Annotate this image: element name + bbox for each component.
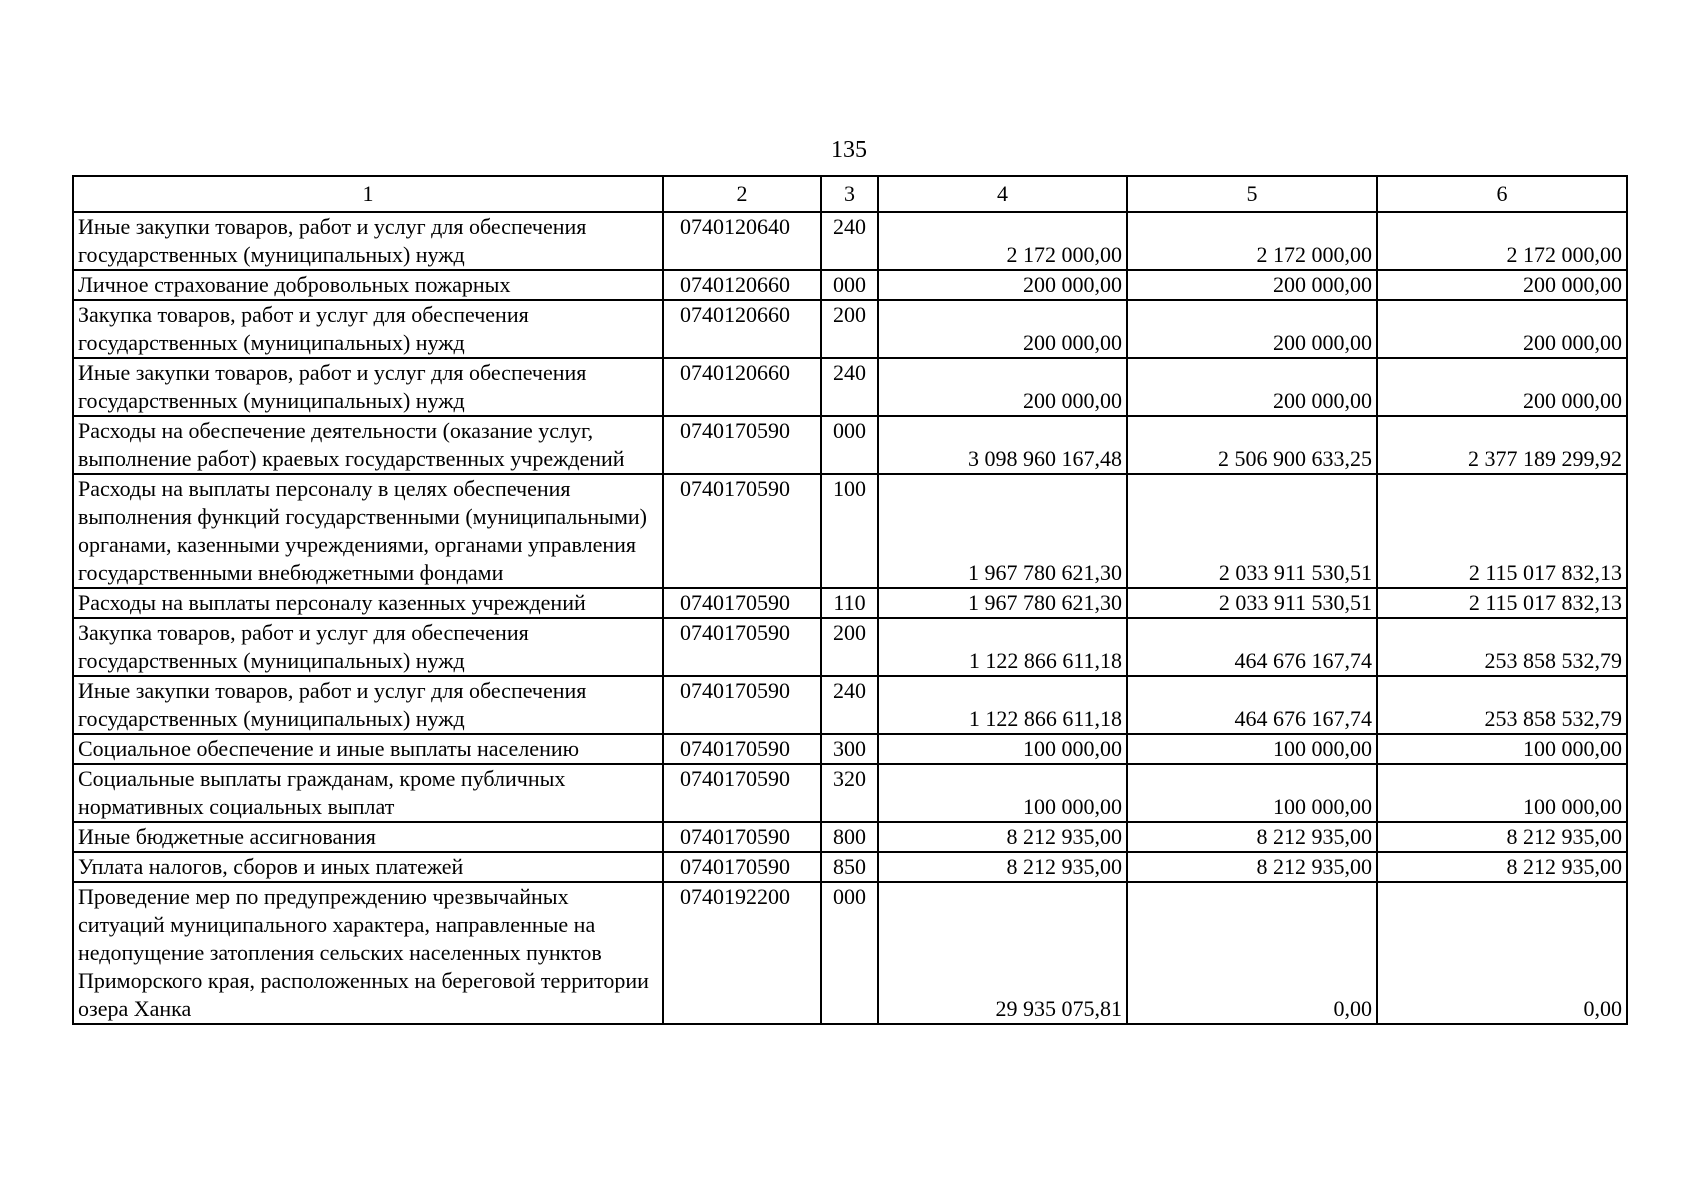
- table-row: [73, 300, 1627, 358]
- target-code: 0740170590: [663, 734, 821, 764]
- amount-col4: 8 212 935,00: [878, 822, 1127, 852]
- expense-type-code: 000: [821, 270, 878, 300]
- column-header: 6: [1377, 176, 1627, 212]
- amount-col4: 2 172 000,00: [878, 212, 1127, 270]
- amount-col5: 200 000,00: [1127, 300, 1377, 358]
- expense-type-code: 000: [821, 416, 878, 474]
- budget-table: [72, 175, 1628, 1025]
- target-code: 0740170590: [663, 822, 821, 852]
- column-header: 1: [73, 176, 663, 212]
- amount-col5: 2 172 000,00: [1127, 212, 1377, 270]
- amount-col4: 1 122 866 611,18: [878, 618, 1127, 676]
- table-row: [73, 822, 1627, 852]
- expense-name: Расходы на обеспечение деятельности (оказание услуг, выполнение работ) краевых государственных учреждений: [73, 416, 663, 474]
- amount-col6: 253 858 532,79: [1377, 618, 1627, 676]
- table-row: [73, 882, 1627, 1024]
- column-header: 5: [1127, 176, 1377, 212]
- amount-col5: 200 000,00: [1127, 270, 1377, 300]
- amount-col6: 200 000,00: [1377, 358, 1627, 416]
- amount-col6: 100 000,00: [1377, 734, 1627, 764]
- amount-col4: 200 000,00: [878, 270, 1127, 300]
- table-row: [73, 764, 1627, 822]
- amount-col6: 2 115 017 832,13: [1377, 474, 1627, 588]
- expense-type-code: 100: [821, 474, 878, 588]
- column-header: 4: [878, 176, 1127, 212]
- expense-name: Иные закупки товаров, работ и услуг для обеспечения государственных (муниципальных) нужд: [73, 358, 663, 416]
- target-code: 0740170590: [663, 588, 821, 618]
- expense-type-code: 110: [821, 588, 878, 618]
- expense-type-code: 320: [821, 764, 878, 822]
- target-code: 0740170590: [663, 618, 821, 676]
- expense-name: Расходы на выплаты персоналу казенных учреждений: [73, 588, 663, 618]
- target-code: 0740170590: [663, 416, 821, 474]
- target-code: 0740120660: [663, 358, 821, 416]
- amount-col5: 464 676 167,74: [1127, 618, 1377, 676]
- amount-col4: 100 000,00: [878, 764, 1127, 822]
- expense-name: Иные бюджетные ассигнования: [73, 822, 663, 852]
- expense-type-code: 240: [821, 676, 878, 734]
- page-number: 135: [831, 137, 867, 163]
- table-row: [73, 212, 1627, 270]
- table-row: [73, 416, 1627, 474]
- table-row: [73, 676, 1627, 734]
- column-header: 3: [821, 176, 878, 212]
- amount-col4: 200 000,00: [878, 358, 1127, 416]
- table-row: [73, 588, 1627, 618]
- target-code: 0740120660: [663, 270, 821, 300]
- amount-col5: 464 676 167,74: [1127, 676, 1377, 734]
- expense-name: Иные закупки товаров, работ и услуг для обеспечения государственных (муниципальных) нужд: [73, 676, 663, 734]
- table-row: [73, 270, 1627, 300]
- column-header: 2: [663, 176, 821, 212]
- expense-type-code: 300: [821, 734, 878, 764]
- table-row: [73, 734, 1627, 764]
- amount-col6: 200 000,00: [1377, 300, 1627, 358]
- amount-col4: 29 935 075,81: [878, 882, 1127, 1024]
- table-header-row: [73, 176, 1627, 212]
- amount-col5: 2 033 911 530,51: [1127, 588, 1377, 618]
- expense-type-code: 800: [821, 822, 878, 852]
- amount-col4: 3 098 960 167,48: [878, 416, 1127, 474]
- amount-col5: 2 033 911 530,51: [1127, 474, 1377, 588]
- expense-name: Социальные выплаты гражданам, кроме публичных нормативных социальных выплат: [73, 764, 663, 822]
- target-code: 0740170590: [663, 676, 821, 734]
- expense-name: Социальное обеспечение и иные выплаты населению: [73, 734, 663, 764]
- target-code: 0740120660: [663, 300, 821, 358]
- expense-type-code: 000: [821, 882, 878, 1024]
- amount-col6: 0,00: [1377, 882, 1627, 1024]
- expense-name: Личное страхование добровольных пожарных: [73, 270, 663, 300]
- expense-name: Проведение мер по предупреждению чрезвычайных ситуаций муниципального характера, направленные на недопущение затопления сельских населенных пунктов Приморского края, расположенных на береговой территории озера Ханка: [73, 882, 663, 1024]
- amount-col6: 200 000,00: [1377, 270, 1627, 300]
- amount-col5: 2 506 900 633,25: [1127, 416, 1377, 474]
- expense-type-code: 200: [821, 618, 878, 676]
- expense-name: Расходы на выплаты персоналу в целях обеспечения выполнения функций государственными (муниципальными) органами, казенными учреждениями, органами управления государственными внебюджетными фондами: [73, 474, 663, 588]
- table-row: [73, 474, 1627, 588]
- amount-col5: 8 212 935,00: [1127, 822, 1377, 852]
- table-row: [73, 852, 1627, 882]
- amount-col5: 0,00: [1127, 882, 1377, 1024]
- amount-col6: 2 115 017 832,13: [1377, 588, 1627, 618]
- amount-col4: 1 122 866 611,18: [878, 676, 1127, 734]
- amount-col6: 8 212 935,00: [1377, 852, 1627, 882]
- amount-col6: 253 858 532,79: [1377, 676, 1627, 734]
- expense-name: Закупка товаров, работ и услуг для обеспечения государственных (муниципальных) нужд: [73, 618, 663, 676]
- expense-name: Закупка товаров, работ и услуг для обеспечения государственных (муниципальных) нужд: [73, 300, 663, 358]
- expense-type-code: 240: [821, 212, 878, 270]
- amount-col5: 8 212 935,00: [1127, 852, 1377, 882]
- target-code: 0740170590: [663, 852, 821, 882]
- amount-col6: 8 212 935,00: [1377, 822, 1627, 852]
- expense-type-code: 850: [821, 852, 878, 882]
- amount-col4: 200 000,00: [878, 300, 1127, 358]
- target-code: 0740192200: [663, 882, 821, 1024]
- target-code: 0740170590: [663, 474, 821, 588]
- amount-col4: 8 212 935,00: [878, 852, 1127, 882]
- amount-col4: 1 967 780 621,30: [878, 588, 1127, 618]
- expense-name: Иные закупки товаров, работ и услуг для обеспечения государственных (муниципальных) нужд: [73, 212, 663, 270]
- target-code: 0740170590: [663, 764, 821, 822]
- amount-col4: 100 000,00: [878, 734, 1127, 764]
- amount-col5: 200 000,00: [1127, 358, 1377, 416]
- expense-type-code: 240: [821, 358, 878, 416]
- table-row: [73, 618, 1627, 676]
- amount-col6: 2 377 189 299,92: [1377, 416, 1627, 474]
- amount-col6: 2 172 000,00: [1377, 212, 1627, 270]
- amount-col6: 100 000,00: [1377, 764, 1627, 822]
- table-row: [73, 358, 1627, 416]
- amount-col5: 100 000,00: [1127, 764, 1377, 822]
- expense-type-code: 200: [821, 300, 878, 358]
- amount-col5: 100 000,00: [1127, 734, 1377, 764]
- target-code: 0740120640: [663, 212, 821, 270]
- expense-name: Уплата налогов, сборов и иных платежей: [73, 852, 663, 882]
- amount-col4: 1 967 780 621,30: [878, 474, 1127, 588]
